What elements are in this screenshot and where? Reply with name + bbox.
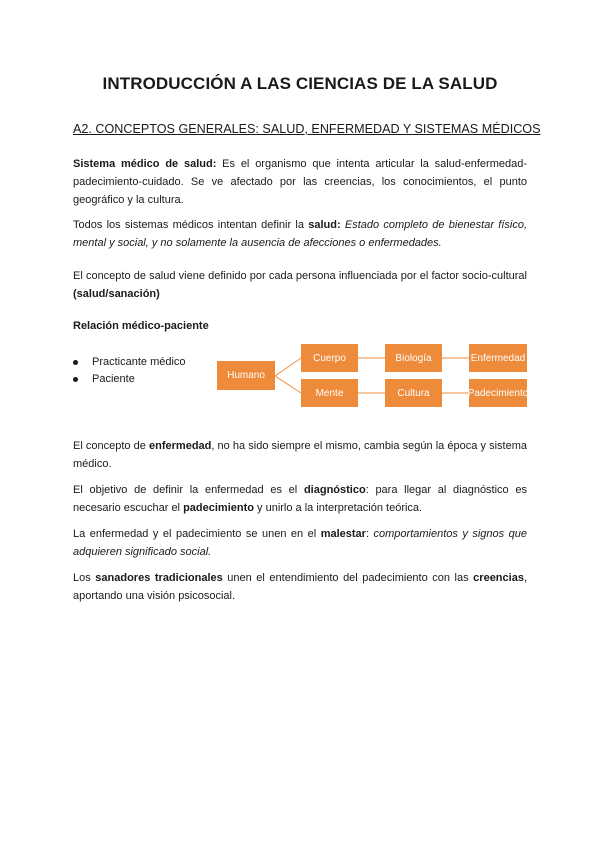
section-subtitle: A2. CONCEPTOS GENERALES: SALUD, ENFERMEDAD Y SISTEMAS MÉDICOS xyxy=(73,122,541,136)
term-creencias: creencias xyxy=(473,572,524,584)
connector-humano-cuerpo xyxy=(275,358,301,376)
node-mente: Mente xyxy=(301,379,358,407)
paragraph-sanadores xyxy=(73,569,527,605)
enfermedad-a: El concepto de xyxy=(73,440,150,452)
term-salud: salud: xyxy=(308,219,341,231)
term-sistema-medico: Sistema médico de salud: xyxy=(73,158,217,170)
paragraph-sistema-medico xyxy=(73,155,527,209)
malestar-a: La enfermedad y el padecimiento se unen en el xyxy=(73,528,321,540)
list-item-label: Practicante médico xyxy=(92,356,186,368)
term-enfermedad: enfermedad xyxy=(149,440,212,452)
definition-malestar: comportamientos y signos que adquieren significado social. xyxy=(73,528,527,558)
term-diagnostico: diagnóstico xyxy=(303,484,366,496)
diagnostico-a: El objetivo de definir la enfermedad es el xyxy=(73,484,304,496)
paragraph-enfermedad xyxy=(73,437,527,473)
relation-label: Relación médico-paciente xyxy=(73,320,209,332)
node-humano: Humano xyxy=(217,361,275,390)
paragraph-salud xyxy=(73,216,527,252)
bullet-list xyxy=(73,354,186,388)
list-item xyxy=(73,371,186,388)
diagnostico-e: y unirlo a la interpretación teórica. xyxy=(253,502,423,514)
term-padecimiento: padecimiento xyxy=(183,502,254,514)
term-sanadores: sanadores tradicionales xyxy=(95,572,223,584)
bullet-icon xyxy=(73,360,78,365)
definition-salud: Estado completo de bienestar físico, mental y social, y no solamente la ausencia de afecciones o enfermedades. xyxy=(73,219,527,249)
term-malestar: malestar xyxy=(320,528,366,540)
paragraph-malestar xyxy=(73,525,527,561)
node-padecimiento: Padecimiento xyxy=(469,379,527,407)
node-biologia: Biología xyxy=(385,344,442,372)
malestar-c: : xyxy=(365,528,374,540)
sanadores-a: Los xyxy=(73,572,96,584)
enfermedad-c: , no ha sido siempre el mismo, cambia según la época y sistema médico. xyxy=(73,440,527,470)
node-enfermedad: Enfermedad xyxy=(469,344,527,372)
diagnostico-c: : para llegar al diagnóstico es necesario escuchar el xyxy=(73,484,527,514)
connector-humano-mente xyxy=(275,376,301,393)
document-title: INTRODUCCIÓN A LAS CIENCIAS DE LA SALUD xyxy=(102,74,498,93)
definition-sistema-medico: Es el organismo que intenta articular la salud-enfermedad-padecimiento-cuidado. Se ve afectado por las creencias, los conocimientos, el punto geográfico y la cultura. xyxy=(73,158,527,206)
paragraph-concepto-salud xyxy=(73,267,527,303)
paragraph-diagnostico xyxy=(73,481,527,517)
sanadores-c: unen el entendimiento del padecimiento con las xyxy=(222,572,474,584)
salud-intro: Todos los sistemas médicos intentan definir la xyxy=(73,219,309,231)
list-item xyxy=(73,354,186,371)
list-item-label: Paciente xyxy=(92,373,135,385)
bullet-icon xyxy=(73,377,78,382)
node-cultura: Cultura xyxy=(385,379,442,407)
concepto-salud-text: El concepto de salud viene definido por cada persona influenciada por el factor socio-cultural xyxy=(73,270,527,282)
term-salud-sanacion: (salud/sanación) xyxy=(73,288,160,300)
sanadores-e: , aportando una visión psicosocial. xyxy=(73,572,527,602)
node-cuerpo: Cuerpo xyxy=(301,344,358,372)
